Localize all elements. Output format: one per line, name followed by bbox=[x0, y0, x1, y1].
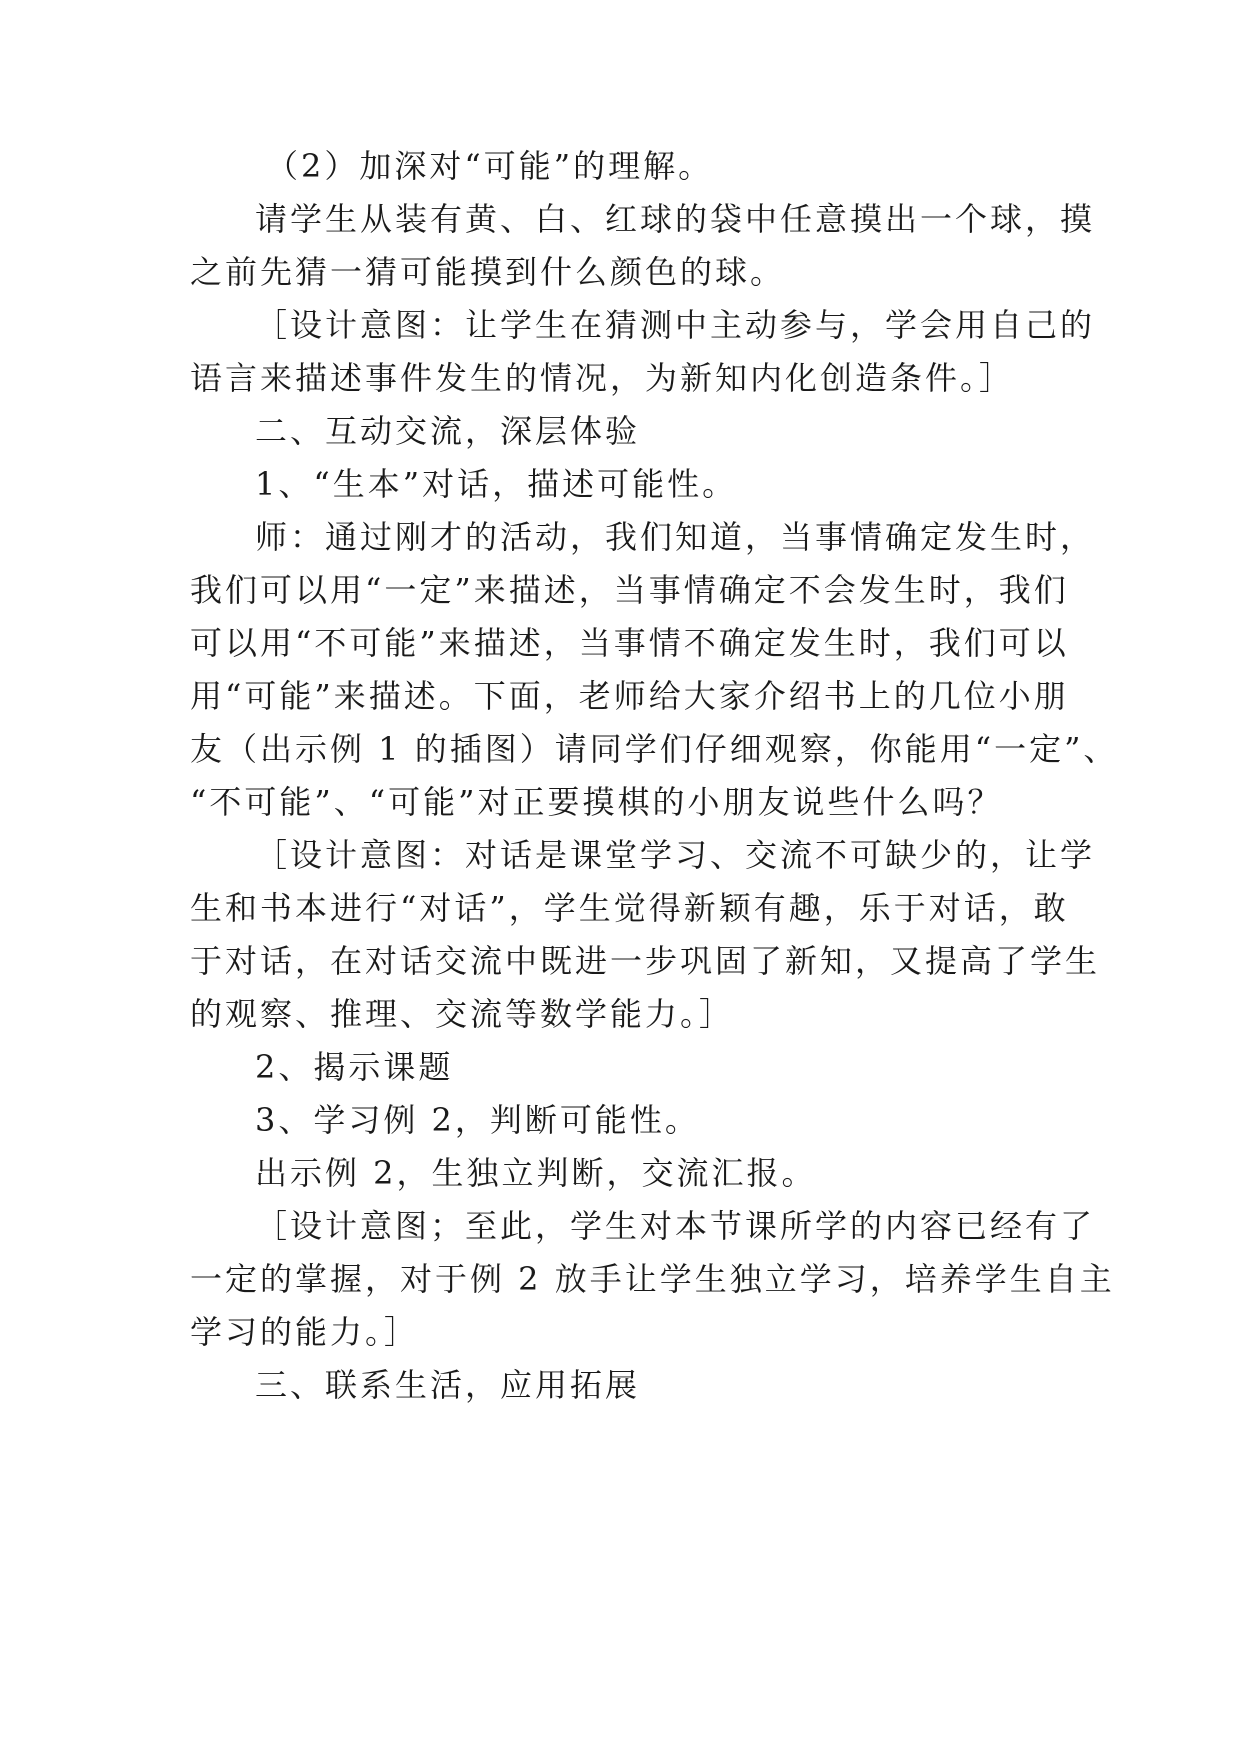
subsection-heading: 3、学习例 2，判断可能性。 bbox=[255, 1101, 700, 1139]
design-note-line: 学习的能力。］ bbox=[190, 1313, 420, 1351]
paragraph-line: 出示例 2，生独立判断，交流汇报。 bbox=[255, 1154, 817, 1192]
paragraph-line: 师：通过刚才的活动，我们知道，当事情确定发生时， bbox=[255, 518, 1096, 556]
design-note-line: 的观察、推理、交流等数学能力。］ bbox=[190, 995, 735, 1033]
paragraph-line: 用“可能”来描述。下面，老师给大家介绍书上的几位小朋 bbox=[190, 677, 1069, 715]
paragraph-line: 我们可以用“一定”来描述，当事情确定不会发生时，我们 bbox=[190, 571, 1069, 609]
design-note-line: 一定的掌握，对于例 2 放手让学生独立学习，培养学生自主 bbox=[190, 1260, 1115, 1298]
design-note-line: 语言来描述事件发生的情况，为新知内化创造条件。］ bbox=[190, 359, 1015, 397]
design-note-line: 生和书本进行“对话”，学生觉得新颖有趣，乐于对话，敢 bbox=[190, 889, 1069, 927]
design-note-line: ［设计意图：让学生在猜测中主动参与，学会用自己的 bbox=[255, 306, 1096, 344]
subsection-heading: 2、揭示课题 bbox=[255, 1048, 454, 1086]
design-note-line: 于对话，在对话交流中既进一步巩固了新知，又提高了学生 bbox=[190, 942, 1101, 980]
section-heading: 二、互动交流，深层体验 bbox=[255, 412, 641, 450]
paragraph-line: 之前先猜一猜可能摸到什么颜色的球。 bbox=[190, 253, 786, 291]
design-note-line: ［设计意图：对话是课堂学习、交流不可缺少的，让学 bbox=[255, 836, 1096, 874]
subsection-heading: 1、“生本”对话，描述可能性。 bbox=[255, 465, 738, 503]
paragraph-line: “不可能”、“可能”对正要摸棋的小朋友说些什么吗？ bbox=[190, 783, 1003, 821]
section-heading: 三、联系生活，应用拓展 bbox=[255, 1366, 641, 1404]
paragraph-line: 友（出示例 1 的插图）请同学们仔细观察，你能用“一定”、 bbox=[190, 730, 1119, 768]
paragraph-line: 可以用“不可能”来描述，当事情不确定发生时，我们可以 bbox=[190, 624, 1069, 662]
paragraph-line: 请学生从装有黄、白、红球的袋中任意摸出一个球，摸 bbox=[255, 200, 1096, 238]
subsection-heading: （2）加深对“可能”的理解。 bbox=[266, 147, 714, 185]
design-note-line: ［设计意图；至此，学生对本节课所学的内容已经有了 bbox=[255, 1207, 1096, 1245]
